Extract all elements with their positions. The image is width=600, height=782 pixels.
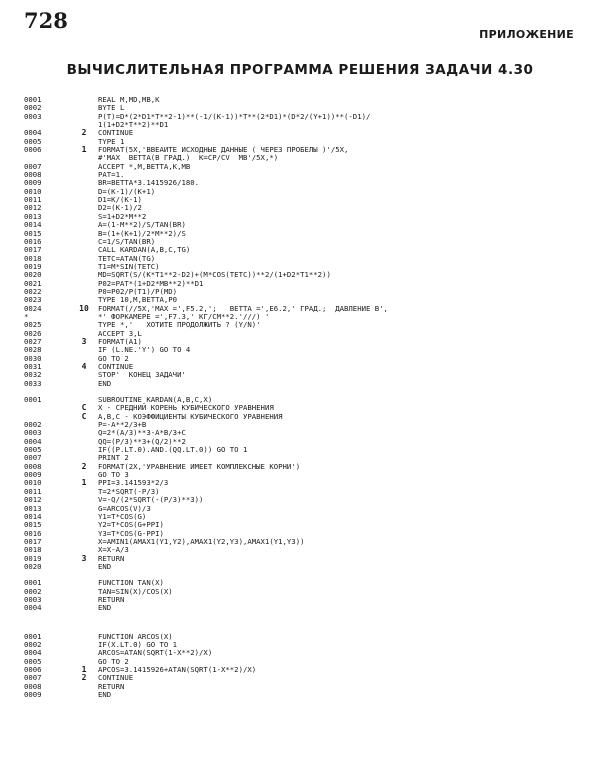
code-text: PRINT 2 (98, 453, 129, 463)
line-number: 0020 (24, 270, 42, 280)
code-text: D1=K/(K-1) (98, 195, 142, 205)
line-number: 0015 (24, 228, 42, 238)
code-text: FUNCTION ARCOS(X) (98, 631, 173, 641)
main-program-block (24, 96, 584, 388)
line-number: 0003 (24, 428, 42, 438)
line-number: 0010 (24, 186, 42, 196)
line-number: 0032 (24, 370, 42, 380)
statement-label (70, 154, 98, 162)
code-line (24, 380, 584, 388)
code-text: B=(1+(K+1)/2*M**2)/S (98, 228, 186, 238)
line-number: 0033 (24, 378, 42, 388)
statement-label (70, 163, 98, 171)
statement-label (70, 446, 98, 454)
statement-label (70, 213, 98, 221)
statement-label (70, 521, 98, 529)
code-text: T1=M*SIN(TETC) (98, 261, 160, 271)
line-number: 0014 (24, 220, 42, 230)
code-text: Q=2*(A/3)**3-A*B/3+C (98, 428, 186, 438)
line-number: 0017 (24, 536, 42, 546)
line-number: 0008 (24, 461, 42, 471)
statement-label (70, 604, 98, 612)
statement-label (70, 313, 98, 321)
arcos-function-block (24, 633, 584, 700)
line-number: 0015 (24, 520, 42, 530)
code-text: Y3=T*COS(G-PPI) (98, 528, 164, 538)
code-text: X - СРЕДНИЙ КОРЕНЬ КУБИЧЕСКОГО УРАВНЕНИЯ (98, 403, 274, 413)
code-text: CONTINUE (98, 362, 134, 371)
statement-label: C (81, 403, 87, 413)
line-number: 0009 (24, 470, 42, 480)
statement-label: 2 (81, 673, 87, 683)
line-number: 0017 (24, 245, 42, 255)
code-text: GO TO 3 (98, 470, 129, 480)
statement-label (70, 371, 98, 379)
code-text: D=(K-1)/(K+1) (98, 186, 156, 196)
statement-label (70, 683, 98, 691)
statement-label (70, 505, 98, 513)
line-number: 0009 (24, 690, 42, 700)
statement-label (70, 496, 98, 504)
code-text: 1(1+D2*T**2)**D1 (98, 120, 169, 130)
line-number: 0026 (24, 328, 42, 338)
statement-label (70, 429, 98, 437)
code-text: STOP' КОНЕЦ ЗАДАЧИ' (98, 370, 186, 380)
code-text: PAT=1. (98, 170, 125, 180)
code-text: A,B,C - КОЭФФИЦИЕНТЫ КУБИЧЕСКОГО УРАВНЕНИЯ (98, 411, 283, 421)
line-number: 0009 (24, 178, 42, 188)
code-text: ACCEPT 3,L (98, 328, 142, 338)
code-text: RETURN (98, 553, 125, 563)
code-text: ACCEPT *,M,BETTA,K,MB (98, 161, 191, 171)
statement-label (70, 204, 98, 212)
line-number: 0025 (24, 320, 42, 330)
code-line (24, 604, 584, 612)
line-number: 0030 (24, 353, 42, 363)
line-number: 0001 (24, 631, 42, 641)
statement-label (70, 171, 98, 179)
line-number: 0023 (24, 295, 42, 305)
statement-label: 4 (81, 362, 87, 371)
code-text: CALL KARDAN(A,B,C,TG) (98, 245, 191, 255)
statement-label (70, 538, 98, 546)
line-number: 0004 (24, 436, 42, 446)
statement-label (70, 588, 98, 596)
code-text: IF (L.NE.'Y') GO TO 4 (98, 345, 191, 355)
code-text: TAN=SIN(X)/COS(X) (98, 586, 173, 596)
line-number: 0014 (24, 511, 42, 521)
line-number: 0004 (24, 128, 42, 138)
code-text: #'MAX BETTA(В ГРАД.) K=CP/CV MB'/5X,*) (98, 153, 279, 163)
statement-label: 10 (79, 303, 89, 313)
line-number: 0003 (24, 111, 42, 121)
code-text: END (98, 603, 112, 613)
code-text: P=-A**2/3+B (98, 420, 147, 430)
code-text: GO TO 2 (98, 353, 129, 363)
code-text: Y1=T*COS(G) (98, 511, 147, 521)
code-text: END (98, 378, 112, 388)
code-text: FORMAT(2X,'УРАВНЕНИЕ ИМЕЕТ КОМПЛЕКСНЫЕ КОРНИ') (98, 461, 301, 471)
running-title: ПРИЛОЖЕНИЕ (479, 28, 574, 41)
code-text: X=X-A/3 (98, 545, 129, 555)
line-number: 0011 (24, 486, 42, 496)
code-text: SUBROUTINE KARDAN(A,B,C,X) (98, 395, 213, 405)
code-text: QQ=(P/3)**3+(Q/2)**2 (98, 436, 186, 446)
line-number: 0002 (24, 639, 42, 649)
line-number: 0001 (24, 578, 42, 588)
code-text: FORMAT(A1) (98, 336, 142, 346)
code-text: FUNCTION TAN(X) (98, 578, 164, 588)
statement-label (70, 649, 98, 657)
statement-label (70, 579, 98, 587)
statement-label (70, 421, 98, 429)
statement-label: 2 (81, 461, 87, 471)
line-number: 0022 (24, 286, 42, 296)
statement-label: 1 (81, 145, 87, 155)
code-text: RETURN (98, 681, 125, 691)
statement-label (70, 238, 98, 246)
line-number: 0008 (24, 170, 42, 180)
code-text: END (98, 561, 112, 571)
code-text: IF((P.LT.0).AND.(QQ.LT.0)) GO TO 1 (98, 445, 248, 455)
statement-label (70, 380, 98, 388)
line-number: 0007 (24, 673, 42, 683)
statement-label: 1 (81, 478, 87, 488)
statement-label: C (81, 411, 87, 421)
code-text: CONTINUE (98, 128, 134, 138)
line-number: 0028 (24, 345, 42, 355)
line-number (24, 404, 70, 412)
code-text: D2=(K-1)/2 (98, 203, 142, 213)
line-number: 0001 (24, 95, 42, 104)
code-text: RETURN (98, 594, 125, 604)
statement-label (70, 230, 98, 238)
line-number: 0005 (24, 445, 42, 455)
statement-label (70, 596, 98, 604)
line-number: 0020 (24, 561, 42, 571)
statement-label (70, 641, 98, 649)
code-text: GO TO 2 (98, 656, 129, 666)
code-text: TYPE *,' ХОТИТЕ ПРОДОЛЖИТЬ ? (Y/N)' (98, 320, 261, 330)
code-text: PPI=3.141593*2/3 (98, 478, 169, 488)
code-text: MD=SQRT(S/(K*T1**2-D2)+(M*COS(TETC))**2/(1+D2*T1**2)) (98, 270, 331, 280)
statement-label (70, 255, 98, 263)
line-number: 0018 (24, 253, 42, 263)
line-number: 0002 (24, 420, 42, 430)
line-number: 0007 (24, 161, 42, 171)
line-number: 0011 (24, 195, 42, 205)
line-number: 0016 (24, 528, 42, 538)
statement-label (70, 288, 98, 296)
code-text: IF(X.LT.0) GO TO 1 (98, 639, 178, 649)
line-number: 0024 (24, 303, 42, 313)
line-number: 0027 (24, 336, 42, 346)
line-number: 0006 (24, 145, 42, 155)
statement-label (70, 280, 98, 288)
statement-label (70, 104, 98, 112)
code-text: T=2*SQRT(-P/3) (98, 486, 160, 496)
code-text: S=1+D2*M**2 (98, 211, 147, 221)
code-text: TYPE 10,M,BETTA,P0 (98, 295, 178, 305)
line-number: 0012 (24, 495, 42, 505)
statement-label (70, 438, 98, 446)
line-number: * (24, 311, 29, 321)
code-text: Y2=T*COS(G+PPI) (98, 520, 164, 530)
line-number: 0016 (24, 236, 42, 246)
statement-label (70, 179, 98, 187)
code-text: G=ARCOS(V)/3 (98, 503, 151, 513)
code-text: TYPE 1 (98, 136, 125, 146)
code-text: *' ФОРКАМЕРЕ =',F7.3,' КГ/СМ**2.'///) ' (98, 311, 270, 321)
listing-title: ВЫЧИСЛИТЕЛЬНАЯ ПРОГРАММА РЕШЕНИЯ ЗАДАЧИ 4.30 (66, 62, 534, 78)
line-number: 0010 (24, 478, 42, 488)
statement-label (70, 530, 98, 538)
line-number: 0013 (24, 503, 42, 513)
code-line (24, 691, 584, 699)
statement-label (70, 96, 98, 104)
line-number: 0013 (24, 211, 42, 221)
code-text: TETC=ATAN(TG) (98, 253, 156, 263)
code-text: V=-Q/(2*SQRT(-(P/3)**3)) (98, 495, 204, 505)
line-number: 0001 (24, 395, 42, 405)
code-text: BYTE L (98, 103, 125, 113)
statement-label (70, 263, 98, 271)
line-number: 0019 (24, 261, 42, 271)
code-text: C=1/S/TAN(BR) (98, 236, 156, 246)
code-text: P02=PAT*(1+D2*MB**2)**D1 (98, 278, 204, 288)
code-text: ARCOS=ATAN(SQRT(1-X**2)/X) (98, 648, 213, 658)
line-number: 0004 (24, 648, 42, 658)
line-number: 0005 (24, 656, 42, 666)
code-text: APCOS=3.1415926+ATAN(SQRT(1-X**2)/X) (98, 665, 257, 674)
code-text: FORMAT(//5X,'MAX =',F5.2,'; BETTA =',E6.2,' ГРАД.; ДАВЛЕНИЕ В', (98, 303, 388, 313)
tan-function-block (24, 579, 584, 612)
statement-label (70, 113, 98, 121)
line-number: 0018 (24, 545, 42, 555)
kardan-subroutine-block (24, 396, 584, 571)
statement-label (70, 513, 98, 521)
code-text: P(T)=D*(2*D1*T**2-1)**(-1/(K-1))*T**(2*D1)*(D*2/(Y+1))**(-D1)/ (98, 111, 371, 121)
code-text: END (98, 690, 112, 700)
line-number: 0003 (24, 594, 42, 604)
line-number: 0021 (24, 278, 42, 288)
statement-label (70, 188, 98, 196)
statement-label (70, 346, 98, 354)
statement-label (70, 246, 98, 254)
statement-label (70, 488, 98, 496)
statement-label (70, 321, 98, 329)
statement-label: 3 (81, 553, 87, 563)
code-text: BR=BETTA*3.1415926/180. (98, 178, 200, 188)
statement-label (70, 633, 98, 641)
code-text: X=AMIN1(AMAX1(Y1,Y2),AMAX1(Y2,Y3),AMAX1(Y1,Y3)) (98, 536, 305, 546)
code-text: CONTINUE (98, 673, 134, 683)
statement-label (70, 691, 98, 699)
line-number: 0004 (24, 603, 42, 613)
line-number: 0002 (24, 103, 42, 113)
line-number: 0012 (24, 203, 42, 213)
page-number: 728 (24, 8, 68, 33)
statement-label (70, 271, 98, 279)
code-text: A=(1-M**2)/S/TAN(BR) (98, 220, 186, 230)
code-text: P0=P02/P(T1)/P(MD) (98, 286, 178, 296)
statement-label: 2 (81, 128, 87, 138)
line-number: 0019 (24, 553, 42, 563)
statement-label (70, 563, 98, 571)
line-number: 0005 (24, 136, 42, 146)
code-text: REAL M,MD,MB,K (98, 95, 160, 104)
line-number: 0006 (24, 665, 42, 674)
statement-label (70, 221, 98, 229)
line-number: 0008 (24, 681, 42, 691)
line-number: 0002 (24, 586, 42, 596)
statement-label (70, 196, 98, 204)
line-number: 0007 (24, 453, 42, 463)
code-line (24, 563, 584, 571)
program-listing (24, 96, 584, 707)
statement-label: 3 (81, 336, 87, 346)
code-text: FORMAT(5X,'ВВЕАИТЕ ИСХОДНЫЕ ДАННЫЕ ( ЧЕРЕЗ ПРОБЕЛЫ )'/5X, (98, 145, 349, 155)
line-number: 0031 (24, 362, 42, 371)
statement-label: 1 (81, 665, 87, 674)
